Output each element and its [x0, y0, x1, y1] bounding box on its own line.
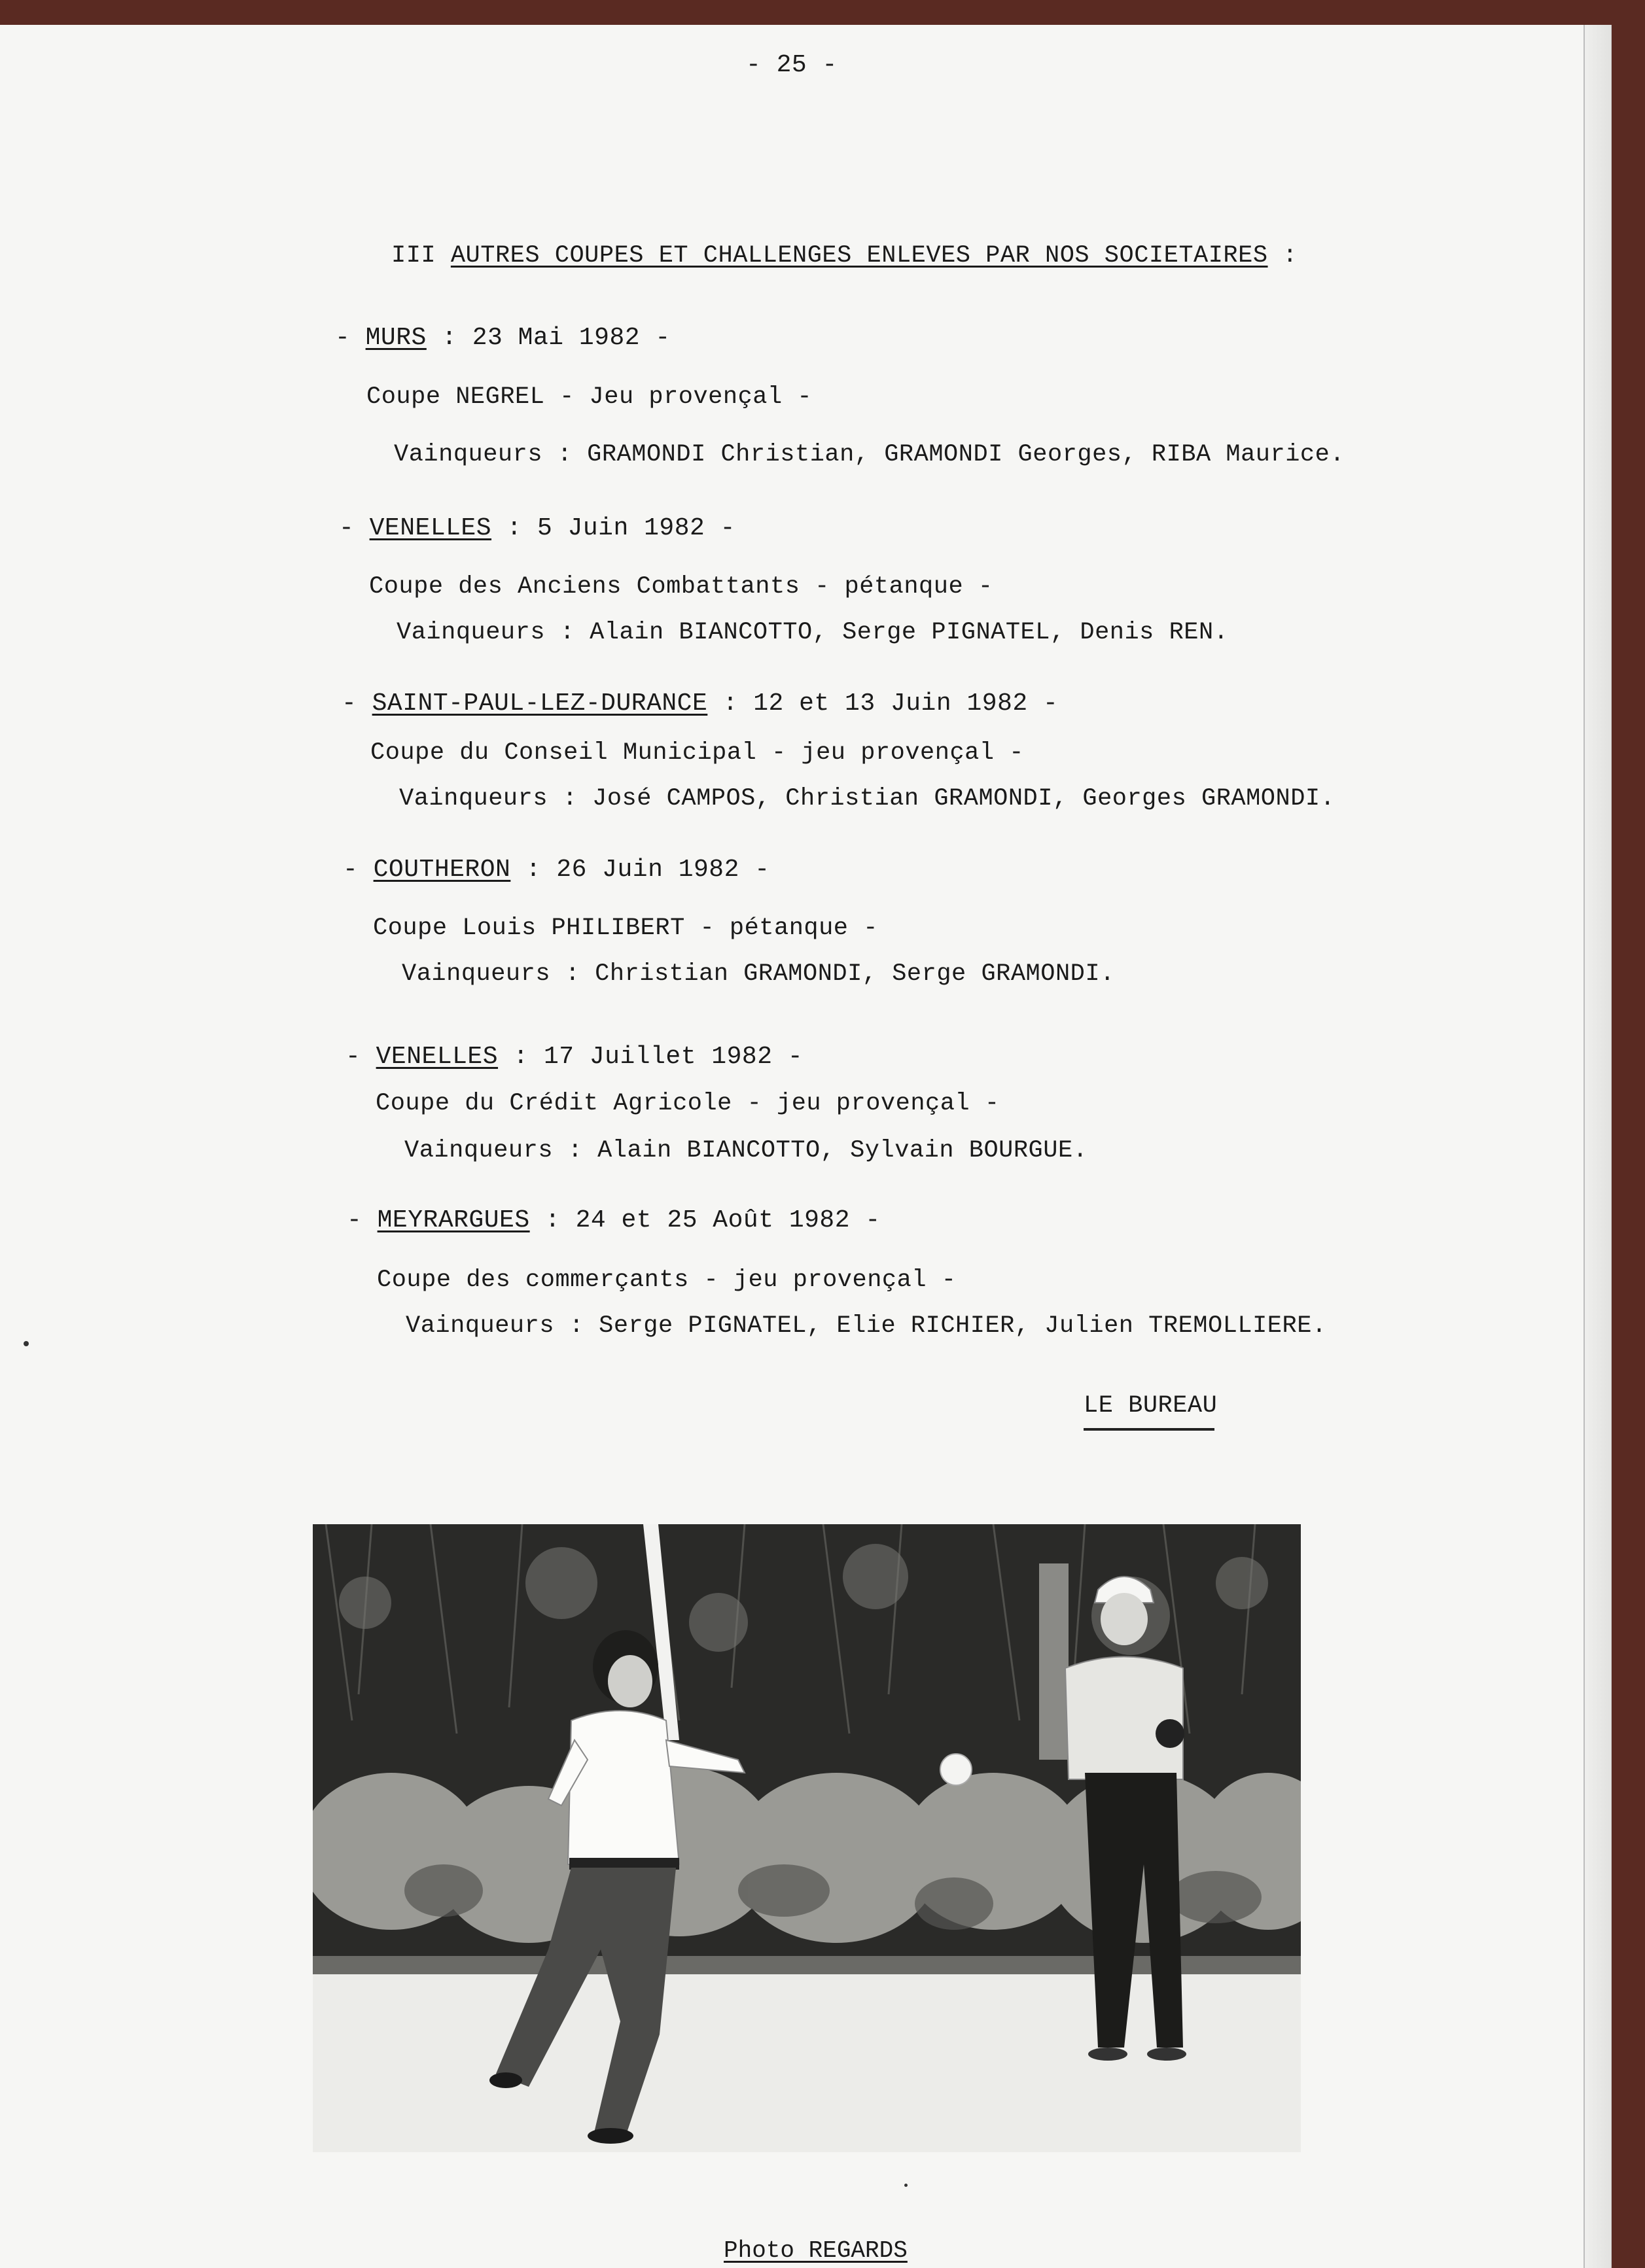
entry-date: : 26 Juin 1982 - — [525, 856, 770, 884]
section-number: III — [391, 242, 436, 270]
entry-heading: - MEYRARGUES : 24 et 25 Août 1982 - — [347, 1206, 881, 1234]
speck — [24, 1341, 29, 1346]
signature-rule — [1084, 1428, 1214, 1431]
entry-place: MEYRARGUES — [377, 1206, 530, 1234]
page-number: - 25 - — [746, 51, 838, 79]
entry-place: VENELLES — [369, 514, 492, 542]
entry-cup: Coupe du Crédit Agricole - jeu provençal - — [376, 1090, 1000, 1117]
entry-place: MURS — [365, 324, 427, 352]
entry-winners: Vainqueurs : GRAMONDI Christian, GRAMONDI Georges, RIBA Maurice. — [394, 441, 1345, 468]
entry-date: : 23 Mai 1982 - — [442, 324, 671, 352]
entry-place: COUTHERON — [373, 856, 511, 884]
entry-heading: - VENELLES : 5 Juin 1982 - — [339, 514, 735, 542]
entry-heading: - SAINT-PAUL-LEZ-DURANCE : 12 et 13 Juin 1982 - — [342, 689, 1059, 718]
petanque-photo — [313, 1524, 1301, 2152]
speck — [904, 2184, 908, 2187]
entry-heading: - VENELLES : 17 Juillet 1982 - — [345, 1043, 804, 1071]
entry-winners: Vainqueurs : Christian GRAMONDI, Serge GRAMONDI. — [402, 960, 1115, 988]
entry-place: VENELLES — [376, 1043, 499, 1071]
section-colon: : — [1282, 242, 1298, 270]
entry-cup: Coupe des Anciens Combattants - pétanque - — [369, 573, 993, 601]
entry-heading: - COUTHERON : 26 Juin 1982 - — [343, 856, 770, 884]
entry-cup: Coupe NEGREL - Jeu provençal - — [366, 383, 813, 411]
entry-date: : 17 Juillet 1982 - — [513, 1043, 804, 1071]
entry-date: : 5 Juin 1982 - — [506, 514, 735, 542]
photo-caption: Photo REGARDS — [724, 2237, 908, 2264]
signature: LE BUREAU — [1084, 1392, 1218, 1420]
entry-winners: Vainqueurs : José CAMPOS, Christian GRAMONDI, Georges GRAMONDI. — [399, 785, 1335, 812]
page-edge — [1583, 25, 1611, 2268]
section-title: AUTRES COUPES ET CHALLENGES ENLEVES PAR NOS SOCIETAIRES — [450, 242, 1268, 270]
entry-cup: Coupe Louis PHILIBERT - pétanque - — [373, 915, 878, 942]
document-page — [0, 25, 1612, 2268]
entry-winners: Vainqueurs : Alain BIANCOTTO, Sylvain BOURGUE. — [404, 1137, 1088, 1164]
entry-date: : 24 et 25 Août 1982 - — [544, 1206, 881, 1234]
entry-cup: Coupe du Conseil Municipal - jeu provençal - — [370, 739, 1024, 767]
entry-place: SAINT-PAUL-LEZ-DURANCE — [372, 689, 708, 718]
entry-heading: - MURS : 23 Mai 1982 - — [335, 324, 671, 352]
entry-winners: Vainqueurs : Alain BIANCOTTO, Serge PIGNATEL, Denis REN. — [397, 619, 1229, 646]
entry-cup: Coupe des commerçants - jeu provençal - — [377, 1266, 957, 1294]
entry-winners: Vainqueurs : Serge PIGNATEL, Elie RICHIER, Julien TREMOLLIERE. — [406, 1312, 1327, 1340]
entry-date: : 12 et 13 Juin 1982 - — [722, 689, 1059, 718]
section-heading — [391, 242, 1298, 270]
